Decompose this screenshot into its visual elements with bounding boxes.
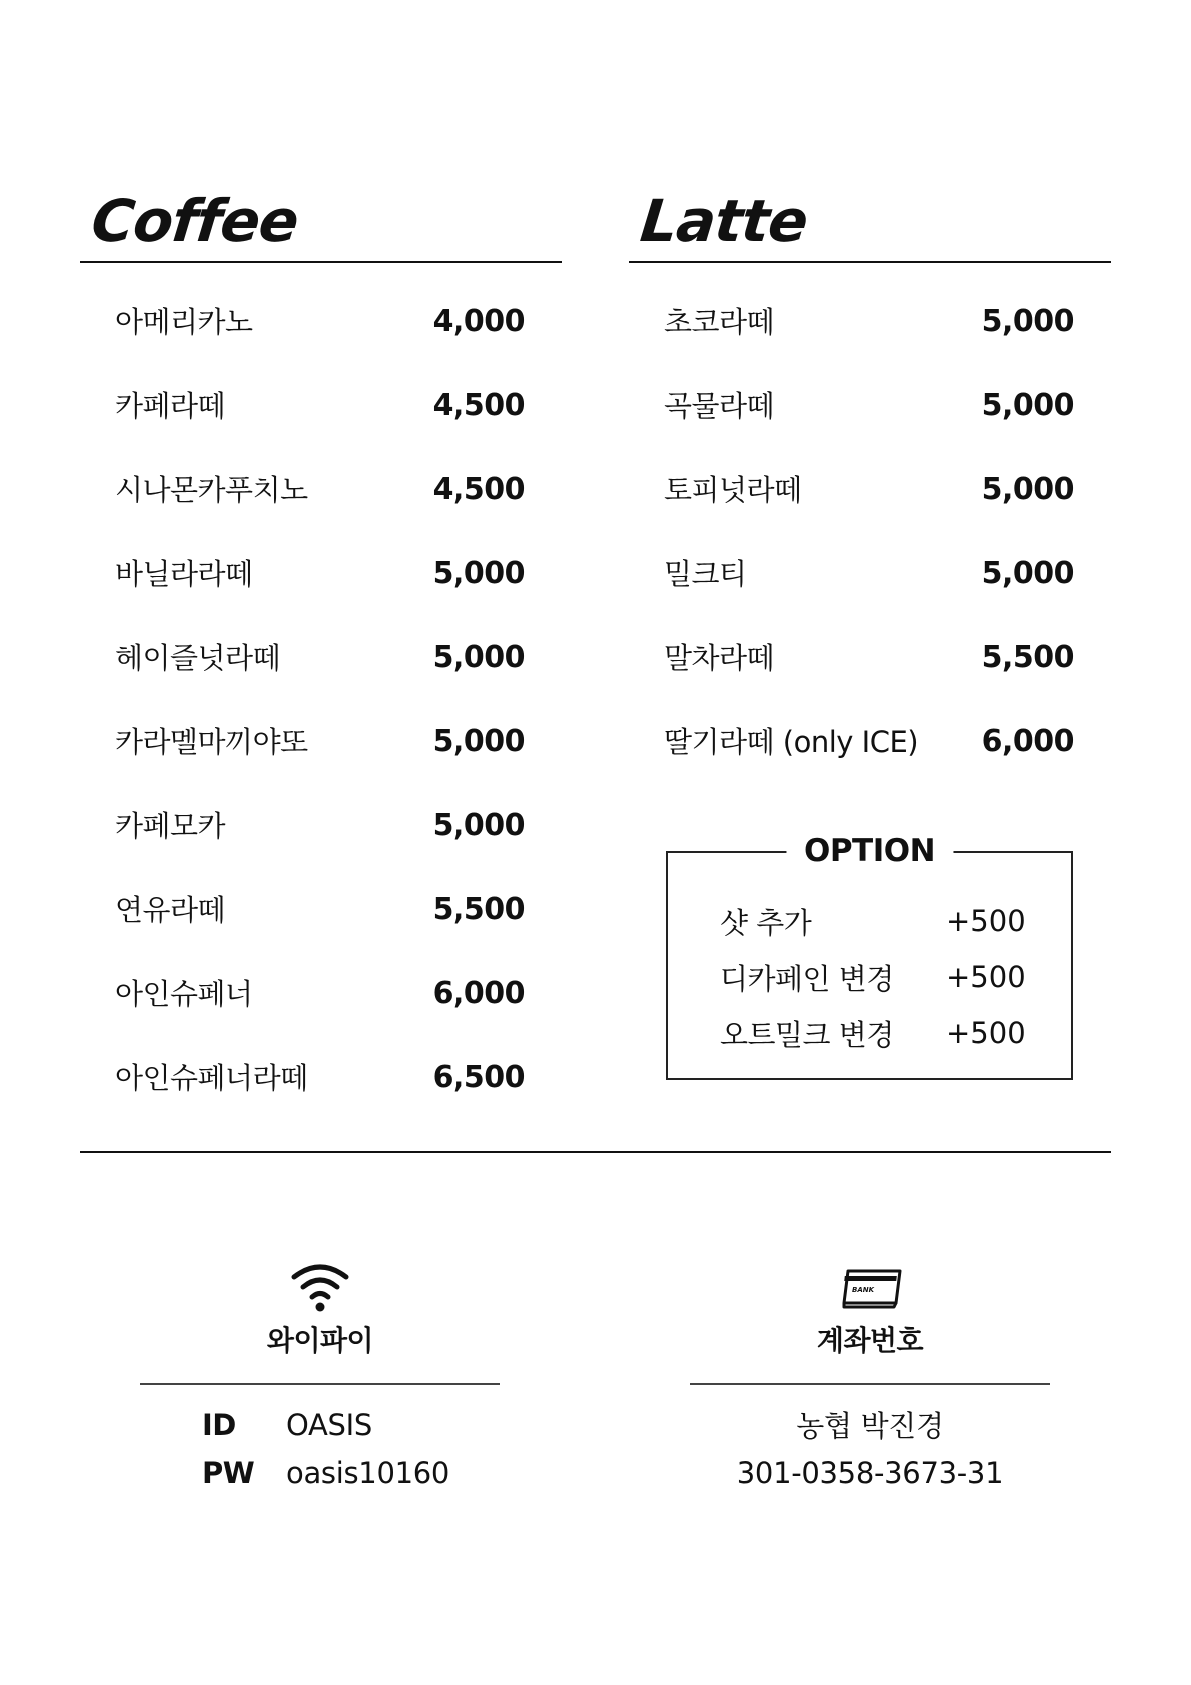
- menu-item: [664, 552, 1074, 636]
- menu-item: [115, 636, 525, 720]
- wifi-pw-row: [202, 1449, 500, 1497]
- wifi-info: [140, 1255, 500, 1497]
- section-divider: [80, 1151, 1111, 1153]
- menu-item: [115, 468, 525, 552]
- wifi-pw-value: oasis10160: [286, 1455, 450, 1490]
- wifi-id-label: ID: [202, 1407, 236, 1442]
- menu-item: [115, 972, 525, 1056]
- latte-title-divider: [629, 261, 1111, 263]
- item-name: 헤이즐넛라떼: [115, 641, 281, 675]
- bank-card-label: BANK: [852, 1286, 875, 1294]
- menu-item: [115, 384, 525, 468]
- option-name: 오트밀크 변경: [720, 1017, 894, 1052]
- item-name: 연유라떼: [115, 893, 226, 927]
- menu-item: [115, 804, 525, 888]
- item-price: 5,000: [981, 304, 1074, 339]
- option-name: 샷 추가: [720, 905, 812, 940]
- wifi-icon: [288, 1255, 352, 1315]
- wifi-pw-label: PW: [202, 1455, 255, 1490]
- menu-item: [664, 636, 1074, 720]
- item-price: 4,000: [432, 304, 525, 339]
- item-name: 카라멜마끼야또: [115, 725, 308, 759]
- menu-item: [664, 300, 1074, 384]
- item-price: 5,500: [981, 640, 1074, 675]
- item-name: 말차라떼: [664, 641, 775, 675]
- item-price: 5,000: [432, 556, 525, 591]
- coffee-title-divider: [80, 261, 562, 263]
- menu-item: [115, 888, 525, 972]
- item-name: 딸기라떼 (only ICE): [664, 725, 919, 759]
- latte-title: Latte: [637, 187, 811, 255]
- menu-item: [115, 552, 525, 636]
- item-price: 4,500: [432, 388, 525, 423]
- option-list: [720, 893, 1031, 1061]
- item-name: 바닐라라떼: [115, 557, 253, 591]
- account-title: 계좌번호: [816, 1324, 924, 1357]
- item-name: 아인슈페너라떼: [115, 1061, 308, 1095]
- item-price: 5,000: [981, 388, 1074, 423]
- wifi-title: 와이파이: [266, 1324, 374, 1357]
- account-holder: 농협 박진경: [796, 1409, 944, 1443]
- option-name: 디카페인 변경: [720, 961, 894, 996]
- account-info: [690, 1255, 1050, 1497]
- latte-menu-list: [664, 300, 1074, 804]
- wifi-divider: [140, 1383, 500, 1385]
- menu-item: [664, 384, 1074, 468]
- item-name: 카페라떼: [115, 389, 226, 423]
- menu-item: [115, 300, 525, 384]
- item-name: 아인슈페너: [115, 977, 253, 1011]
- item-price: 5,000: [981, 556, 1074, 591]
- option-item: [720, 949, 1031, 1005]
- option-item: [720, 893, 1031, 949]
- item-price: 5,000: [981, 472, 1074, 507]
- option-title: OPTION: [786, 831, 953, 871]
- coffee-menu-list: [115, 300, 525, 1140]
- account-divider: [690, 1383, 1050, 1385]
- wifi-id-value: OASIS: [286, 1407, 373, 1442]
- account-details: [690, 1401, 1050, 1497]
- item-price: 5,000: [432, 808, 525, 843]
- item-name: 아메리카노: [115, 305, 253, 339]
- item-price: 6,500: [432, 1060, 525, 1095]
- item-price: 5,500: [432, 892, 525, 927]
- item-price: 4,500: [432, 472, 525, 507]
- item-name: 곡물라떼: [664, 389, 775, 423]
- item-name: 시나몬카푸치노: [115, 473, 308, 507]
- bank-card-icon: [834, 1255, 906, 1315]
- item-price: 6,000: [432, 976, 525, 1011]
- option-item: [720, 1005, 1031, 1061]
- menu-item: [115, 720, 525, 804]
- item-price: 6,000: [981, 724, 1074, 759]
- option-price: +500: [946, 960, 1026, 994]
- item-name: 밀크티: [664, 557, 747, 591]
- option-price: +500: [946, 1016, 1026, 1050]
- menu-item: [115, 1056, 525, 1140]
- coffee-title: Coffee: [88, 187, 302, 255]
- item-price: 5,000: [432, 640, 525, 675]
- item-name: 초코라떼: [664, 305, 775, 339]
- item-name: 토피넛라떼: [664, 473, 802, 507]
- menu-item: [664, 468, 1074, 552]
- option-price: +500: [946, 904, 1026, 938]
- option-box: [666, 833, 1073, 1080]
- wifi-id-row: [202, 1401, 500, 1449]
- item-name: 카페모카: [115, 809, 226, 843]
- menu-item: [664, 720, 1074, 804]
- wifi-credentials: [140, 1401, 500, 1497]
- account-number: 301-0358-3673-31: [736, 1455, 1004, 1490]
- item-price: 5,000: [432, 724, 525, 759]
